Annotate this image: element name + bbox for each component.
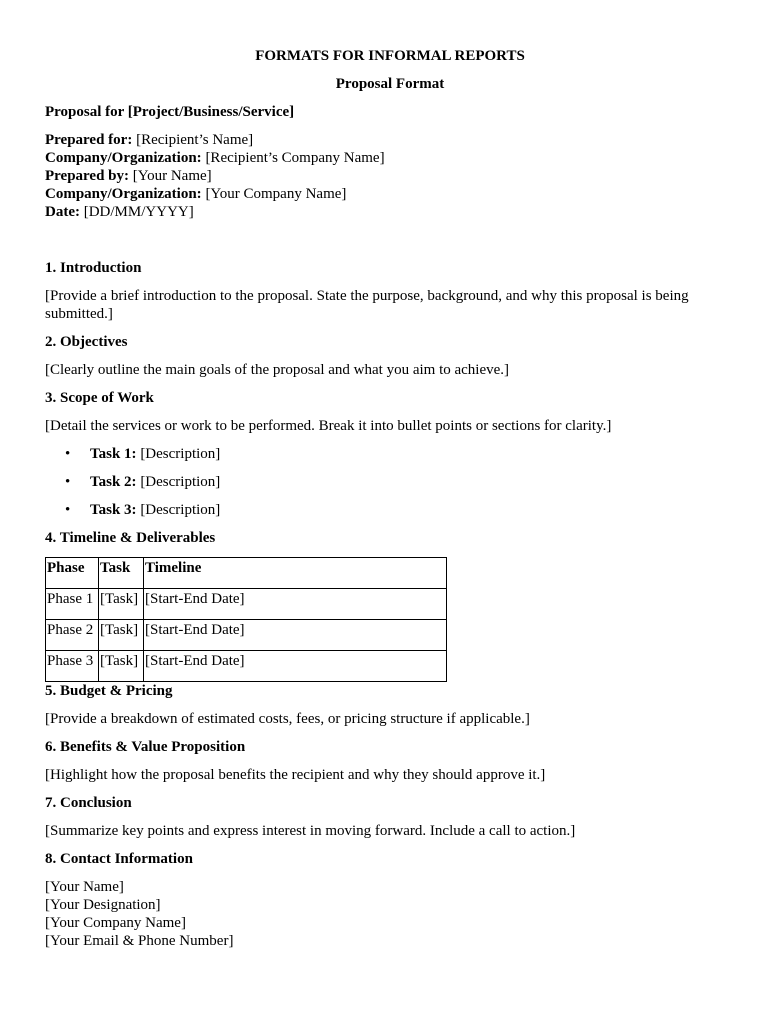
meta-value: [Your Company Name] xyxy=(201,186,347,202)
objectives-text: [Clearly outline the main goals of the proposal and what you aim to achieve.] xyxy=(45,362,510,378)
table-cell: Phase 1 xyxy=(46,589,99,620)
task-description: [Description] xyxy=(136,474,221,490)
meta-value: [Recipient’s Name] xyxy=(132,132,254,148)
bullet-icon: • xyxy=(65,446,71,462)
task-label: Task 2: xyxy=(90,474,137,490)
introduction-text: [Provide a brief introduction to the proposal. State the purpose, background, and why this proposal is being submitted.] xyxy=(45,288,689,322)
contact-heading: 8. Contact Information xyxy=(45,851,193,867)
meta-date xyxy=(45,203,725,221)
proposal-for-heading: Proposal for [Project/Business/Service] xyxy=(45,104,295,120)
contact-company: [Your Company Name] xyxy=(45,915,186,931)
list-item xyxy=(45,473,725,491)
benefits-text: [Highlight how the proposal benefits the recipient and why they should approve it.] xyxy=(45,767,546,783)
meta-label: Company/Organization: xyxy=(45,186,202,202)
table-cell: Phase 2 xyxy=(46,620,99,651)
column-header-phase: Phase xyxy=(46,558,99,589)
document-title: FORMATS FOR INFORMAL REPORTS xyxy=(255,48,525,64)
contact-designation: [Your Designation] xyxy=(45,897,161,913)
bullet-icon: • xyxy=(65,474,71,490)
meta-label: Date: xyxy=(45,204,80,220)
document-page xyxy=(45,47,725,950)
table-cell: [Task] xyxy=(99,651,144,682)
contact-name: [Your Name] xyxy=(45,879,124,895)
meta-prepared-for xyxy=(45,131,725,149)
list-item xyxy=(45,445,725,463)
meta-prepared-by xyxy=(45,167,725,185)
budget-text: [Provide a breakdown of estimated costs, fees, or pricing structure if applicable.] xyxy=(45,711,530,727)
objectives-heading: 2. Objectives xyxy=(45,334,128,350)
contact-block xyxy=(45,878,725,950)
document-subtitle: Proposal Format xyxy=(335,76,445,92)
task-list xyxy=(45,445,725,519)
task-label: Task 3: xyxy=(90,502,137,518)
table-cell: Phase 3 xyxy=(46,651,99,682)
scope-text: [Detail the services or work to be performed. Break it into bullet points or sections for clarity.] xyxy=(45,418,612,434)
column-header-task: Task xyxy=(99,558,144,589)
list-item xyxy=(45,501,725,519)
task-description: [Description] xyxy=(136,502,221,518)
scope-heading: 3. Scope of Work xyxy=(45,390,154,406)
meta-label: Prepared by: xyxy=(45,168,130,184)
proposal-meta xyxy=(45,131,725,221)
table-row xyxy=(46,651,447,682)
column-header-timeline: Timeline xyxy=(144,558,447,589)
contact-email-phone: [Your Email & Phone Number] xyxy=(45,933,234,949)
benefits-heading: 6. Benefits & Value Proposition xyxy=(45,739,246,755)
table-cell: [Task] xyxy=(99,589,144,620)
timeline-table xyxy=(45,557,447,682)
meta-value: [DD/MM/YYYY] xyxy=(79,204,194,220)
meta-label: Company/Organization: xyxy=(45,150,202,166)
task-description: [Description] xyxy=(136,446,221,462)
table-cell: [Task] xyxy=(99,620,144,651)
table-cell: [Start-End Date] xyxy=(144,589,447,620)
meta-label: Prepared for: xyxy=(45,132,133,148)
table-row xyxy=(46,620,447,651)
conclusion-text: [Summarize key points and express interest in moving forward. Include a call to action.] xyxy=(45,823,576,839)
timeline-heading: 4. Timeline & Deliverables xyxy=(45,530,216,546)
bullet-icon: • xyxy=(65,502,71,518)
meta-value: [Recipient’s Company Name] xyxy=(201,150,385,166)
budget-heading: 5. Budget & Pricing xyxy=(45,683,173,699)
meta-value: [Your Name] xyxy=(129,168,212,184)
table-row xyxy=(46,589,447,620)
meta-your-company xyxy=(45,185,725,203)
table-cell: [Start-End Date] xyxy=(144,620,447,651)
table-cell: [Start-End Date] xyxy=(144,651,447,682)
task-label: Task 1: xyxy=(90,446,137,462)
conclusion-heading: 7. Conclusion xyxy=(45,795,132,811)
table-header-row xyxy=(46,558,447,589)
introduction-heading: 1. Introduction xyxy=(45,260,142,276)
meta-recipient-company xyxy=(45,149,725,167)
